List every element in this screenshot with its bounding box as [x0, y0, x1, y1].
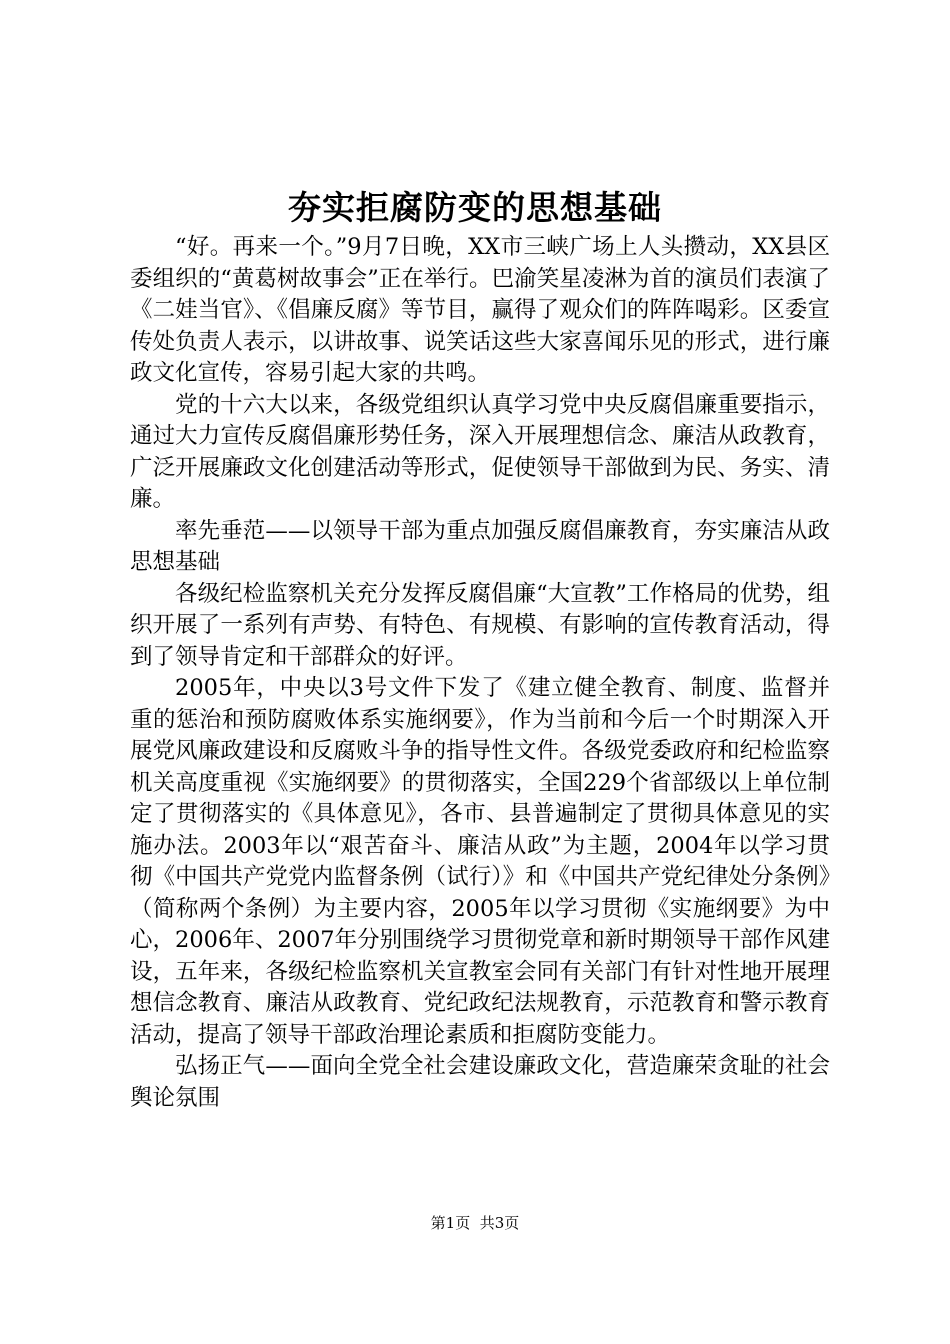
section-heading-1: 率先垂范——以领导干部为重点加强反腐倡廉教育，夯实廉洁从政思想基础	[130, 517, 830, 575]
page-footer	[0, 1213, 950, 1233]
paragraph-1: “好。再来一个。”9月7日晚，XX市三峡广场上人头攒动，XX县区委组织的“黄葛树故事会”正在举行。巴渝笑星凌淋为首的演员们表演了《二娃当官》、《倡廉反腐》等节目，赢得了观众们的阵阵喝彩。区委宣传处负责人表示，以讲故事、说笑话这些大家喜闻乐见的形式，进行廉政文化宣传，容易引起大家的共鸣。	[130, 234, 830, 386]
page-number: 第1页	[430, 1214, 471, 1232]
paragraph-3: 各级纪检监察机关充分发挥反腐倡廉“大宣教”工作格局的优势，组织开展了一系列有声势、有特色、有规模、有影响的宣传教育活动，得到了领导肯定和干部群众的好评。	[130, 580, 830, 670]
document-body	[130, 232, 830, 1114]
footer-spacer	[470, 1214, 480, 1232]
document-title: 夯实拒腐防变的思想基础	[288, 188, 662, 227]
page-total: 共3页	[479, 1214, 520, 1232]
paragraph-2: 党的十六大以来，各级党组织认真学习党中央反腐倡廉重要指示，通过大力宣传反腐倡廉形势任务，深入开展理想信念、廉洁从政教育，广泛开展廉政文化创建活动等形式，促使领导干部做到为民、务实、清廉。	[130, 391, 830, 512]
section-heading-2: 弘扬正气——面向全党全社会建设廉政文化，营造廉荣贪耻的社会舆论氛围	[130, 1053, 830, 1111]
paragraph-4: 2005年，中央以3号文件下发了《建立健全教育、制度、监督并重的惩治和预防腐败体系实施纲要》，作为当前和今后一个时期深入开展党风廉政建设和反腐败斗争的指导性文件。各级党委政府和纪检监察机关高度重视《实施纲要》的贯彻落实，全国229个省部级以上单位制定了贯彻落实的《具体意见》，各市、县普遍制定了贯彻具体意见的实施办法。2003年以“艰苦奋斗、廉洁从政”为主题，2004年以学习贯彻《中国共产党党内监督条例（试行）》和《中国共产党纪律处分条例》（简称两个条例）为主要内容，2005年以学习贯彻《实施纲要》为中心，2006年、2007年分别围绕学习贯彻党章和新时期领导干部作风建设，五年来，各级纪检监察机关宣教室会同有关部门有针对性地开展理想信念教育、廉洁从政教育、党纪政纪法规教育，示范教育和警示教育活动，提高了领导干部政治理论素质和拒腐防变能力。	[130, 675, 830, 1048]
